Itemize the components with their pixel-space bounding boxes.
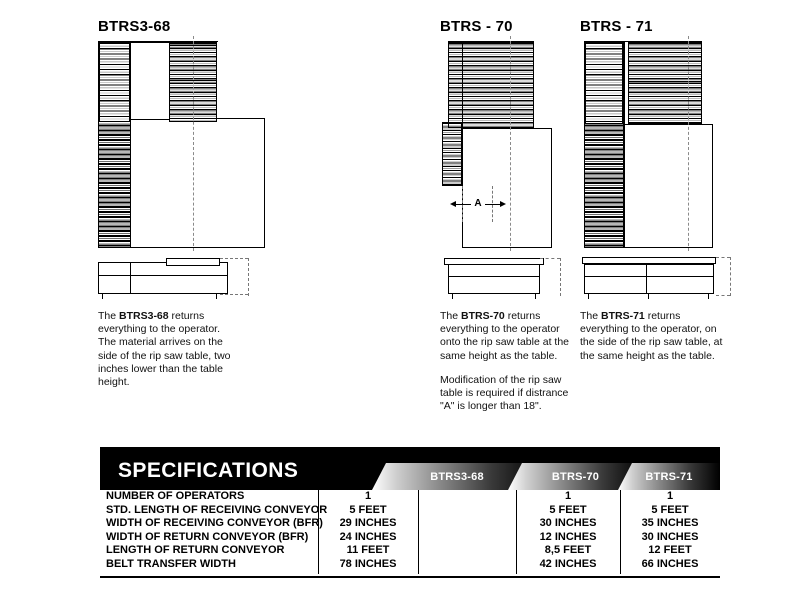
table-edge-line — [130, 42, 131, 248]
elevation-extent-line — [730, 257, 731, 296]
caption-btrs-70 — [440, 310, 580, 413]
spec-cell — [418, 504, 516, 518]
spec-cell: 66 INCHES — [641, 557, 699, 570]
spec-cell — [418, 517, 516, 531]
caption-note-2: Modification of the rip saw table is required if distrance "A" is longer than 18". — [440, 373, 569, 413]
table-row — [100, 558, 720, 572]
elevation-extent-top — [220, 258, 248, 259]
spec-cell — [418, 544, 516, 558]
caption-model-1: BTRS3-68 — [119, 310, 169, 322]
caption-model-2: BTRS-70 — [461, 310, 505, 322]
spec-bottom-rule — [100, 576, 720, 578]
caption-body-3: returns everything to the operator, on the side of the rip saw table, at the same height as the table. — [580, 310, 723, 362]
elevation-belt-deck — [166, 258, 220, 266]
spec-data-table — [100, 490, 720, 572]
spec-cell: 1 — [666, 490, 674, 502]
spec-title: SPECIFICATIONS — [118, 459, 299, 482]
caption-body-1: returns everything to the operator. The material arrives on the side of the rip saw table, two inches lower than the table height. — [98, 310, 231, 389]
dimension-label-a: A — [474, 198, 482, 209]
elevation-leg-mid — [648, 293, 649, 299]
spec-banner — [100, 447, 720, 490]
spec-cell — [418, 531, 516, 545]
dimension-line-left — [456, 204, 471, 205]
elevation-extent-bottom — [220, 294, 248, 295]
spec-cell: 5 FEET — [349, 503, 387, 516]
spec-cell: 30 INCHES — [641, 530, 699, 543]
spec-row-label: STD. LENGTH OF RECEIVING CONVEYOR — [106, 503, 328, 516]
spec-row-label: NUMBER OF OPERATORS — [106, 490, 245, 502]
column-separator — [620, 490, 621, 574]
elevation-leg-right — [535, 293, 536, 299]
table-upper-section — [130, 42, 170, 120]
receiving-conveyor-right — [628, 42, 702, 124]
elevation-extent-line — [560, 258, 561, 296]
elevation-base-rail — [448, 293, 540, 294]
diagram-title-btrs3-68: BTRS3-68 — [98, 18, 171, 35]
spec-cell: 35 INCHES — [641, 517, 699, 530]
conveyor-inner-edge — [628, 42, 629, 124]
spec-column-label-3: BTRS-71 — [645, 470, 693, 483]
column-separator — [418, 490, 419, 574]
conveyor-top-rail — [584, 41, 702, 42]
table-row — [100, 517, 720, 531]
rip-saw-table — [623, 124, 713, 248]
elevation-base-rail — [584, 293, 714, 294]
spec-row-label: WIDTH OF RECEIVING CONVEYOR (BFR) — [106, 517, 323, 530]
elevation-frame-right — [646, 264, 714, 294]
conveyor-top-rail — [98, 41, 218, 42]
center-line — [510, 36, 511, 251]
elevation-frame — [448, 264, 540, 294]
spec-cell: 8,5 FEET — [544, 544, 592, 557]
spec-cell: 29 INCHES — [339, 517, 397, 530]
column-separator — [318, 490, 319, 574]
elevation-base-rail — [98, 293, 228, 294]
rip-saw-table — [130, 118, 265, 248]
table-row — [100, 490, 720, 504]
elevation-view-btrs-70 — [440, 256, 590, 300]
spec-cell: 1 — [564, 490, 572, 502]
spec-column-label-2: BTRS-70 — [551, 470, 600, 483]
spec-cell: 1 — [364, 490, 372, 502]
caption-prefix-3: The — [580, 310, 602, 322]
conveyor-edge-line — [169, 42, 170, 122]
diagram-panel-btrs-71 — [580, 18, 760, 362]
elevation-leg-left — [588, 293, 589, 299]
caption-prefix-1: The — [98, 310, 120, 322]
dimension-line-right — [485, 204, 500, 205]
plan-view-btrs3-68 — [98, 36, 283, 251]
conveyor-top-rail — [448, 41, 534, 42]
spec-cell: 12 INCHES — [539, 530, 597, 543]
caption-body-2: returns everything to the operator onto the rip saw table at the same height as the table. — [440, 310, 569, 362]
plan-view-btrs-70 — [440, 36, 590, 251]
center-line — [193, 36, 194, 251]
spec-cell: 5 FEET — [549, 503, 587, 516]
elevation-extent-line — [248, 258, 249, 296]
elevation-leg-left — [102, 293, 103, 299]
receiving-conveyor — [448, 42, 534, 128]
elevation-belt-deck — [582, 257, 716, 264]
diagram-panel-btrs-70 — [440, 18, 600, 413]
spec-cell: 5 FEET — [651, 503, 689, 516]
spec-body — [100, 490, 720, 574]
elevation-leg-right — [216, 293, 217, 299]
diagram-title-btrs-70: BTRS - 70 — [440, 18, 513, 35]
conveyor-divider — [624, 42, 625, 248]
elevation-extent-top — [716, 257, 730, 258]
elevation-extent-bottom — [716, 295, 730, 296]
spec-cell: 12 FEET — [648, 544, 692, 557]
plan-view-btrs-71 — [580, 36, 745, 251]
conveyor-mid-rail — [628, 81, 702, 82]
caption-btrs3-68 — [98, 310, 238, 389]
spec-rows — [100, 490, 720, 572]
elevation-leg-left — [452, 293, 453, 299]
center-line — [688, 36, 689, 251]
spec-cell: 42 INCHES — [539, 557, 597, 570]
elevation-frame-right — [130, 262, 228, 294]
conveyor-left-edge — [448, 42, 449, 128]
elevation-mid-rail — [584, 276, 714, 277]
elevation-view-btrs3-68 — [98, 256, 283, 300]
caption-prefix-2: The — [440, 310, 462, 322]
conveyor-bottom-rail — [448, 127, 534, 128]
conveyor-inner-edge — [462, 42, 463, 128]
elevation-mid-rail — [98, 275, 228, 276]
spec-cell: 24 INCHES — [339, 530, 397, 543]
spec-cell: 30 INCHES — [539, 517, 597, 530]
spec-row-label: WIDTH OF RETURN CONVEYOR (BFR) — [106, 530, 309, 543]
table-row — [100, 544, 720, 558]
rip-saw-table — [462, 128, 552, 248]
elevation-mid-rail — [448, 276, 540, 277]
caption-model-3: BTRS-71 — [601, 310, 645, 322]
spec-cell: 78 INCHES — [339, 557, 397, 570]
spec-cell — [418, 558, 516, 572]
spec-column-header-3 — [618, 463, 720, 490]
caption-btrs-71 — [580, 310, 728, 363]
spec-row-label: BELT TRANSFER WIDTH — [106, 557, 236, 570]
return-conveyor-upper-left — [585, 42, 623, 124]
elevation-leg-right — [708, 293, 709, 299]
spec-row-label: LENGTH OF RETURN CONVEYOR — [106, 544, 285, 557]
spec-cell: 11 FEET — [346, 544, 390, 557]
spec-column-label-0: BTRS3-68 — [430, 470, 484, 483]
spec-cell — [418, 490, 516, 504]
elevation-view-btrs-71 — [580, 256, 745, 300]
dimension-a — [450, 199, 506, 209]
table-row — [100, 531, 720, 545]
specifications-table — [100, 447, 720, 582]
return-conveyor-narrow — [442, 122, 462, 186]
return-conveyor-upper-left — [99, 42, 130, 122]
column-separator — [516, 490, 517, 574]
elevation-extent-top — [540, 258, 560, 259]
elevation-belt-deck — [444, 258, 544, 265]
diagram-panel-btrs3-68 — [98, 18, 298, 389]
diagram-title-btrs-71: BTRS - 71 — [580, 18, 653, 35]
dimension-arrow-right — [500, 201, 506, 207]
table-row — [100, 504, 720, 518]
